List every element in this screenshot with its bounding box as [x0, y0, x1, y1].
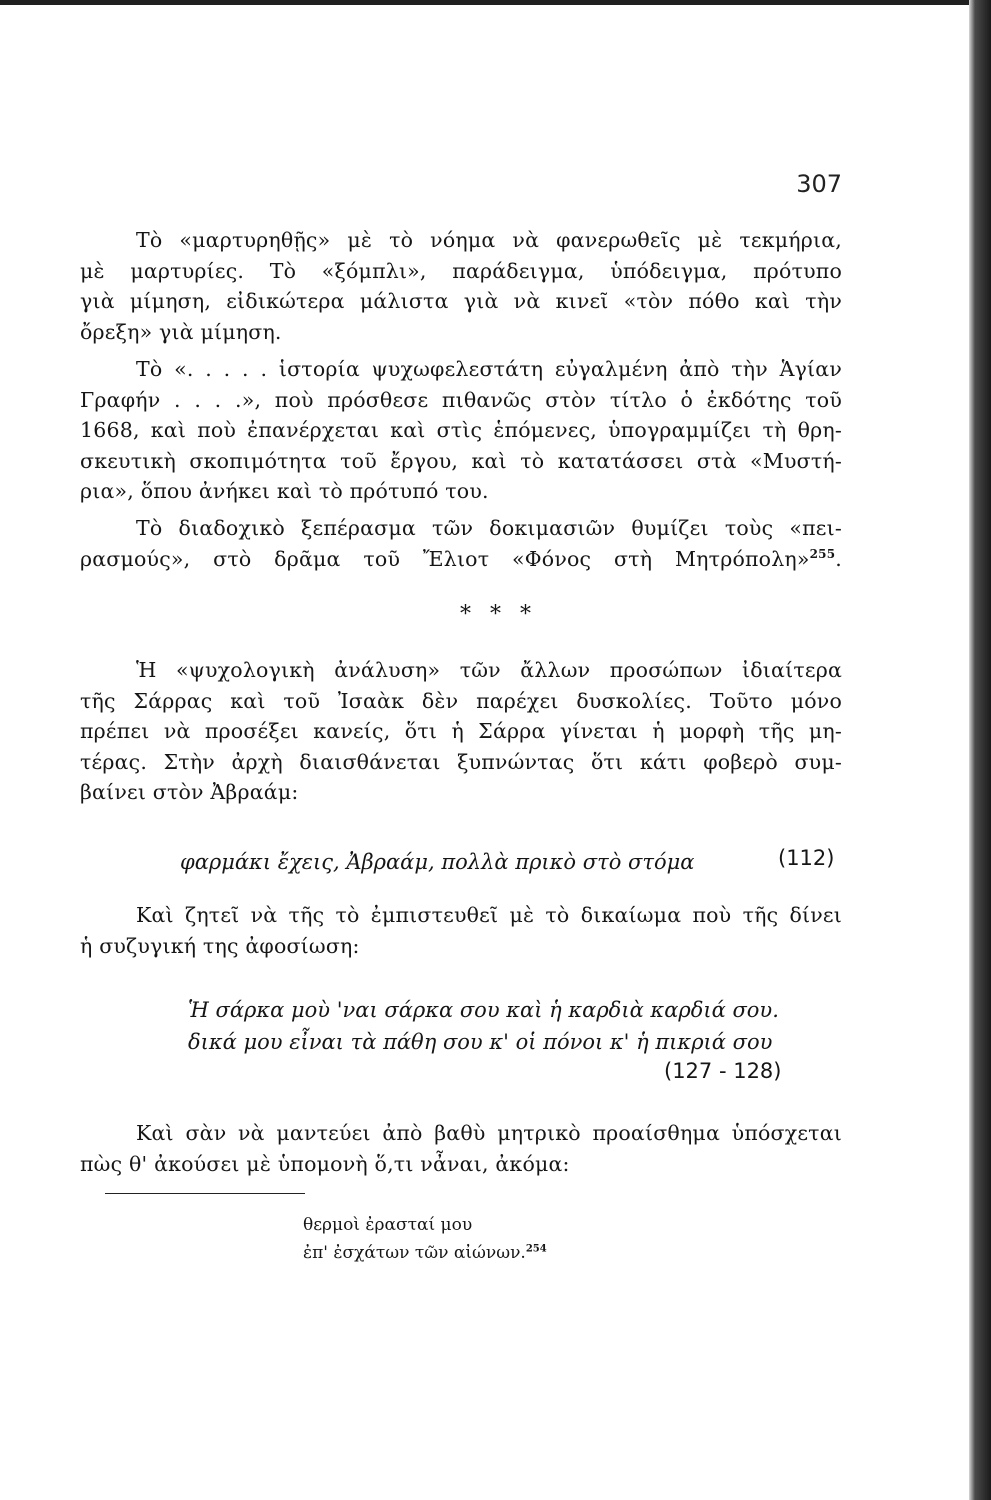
text-line: Τὸ «. . . . . ἱστορία ψυχωφελεστάτη εὐγαλμένη ἀπὸ τὴν Ἁγίαν — [136, 357, 842, 381]
footnote-line — [303, 1240, 547, 1266]
text-line: ρασμούς», στὸ δρᾶμα τοῦ Ἔλιοτ «Φόνος στὴ Μητρόπολη» — [80, 546, 810, 571]
page-edge-right — [969, 0, 991, 1500]
footnote-rule — [105, 1193, 305, 1194]
text-line: Τὸ «μαρτυρηθῇς» μὲ τὸ νόημα νὰ φανερωθεῖς μὲ τεκμήρια, — [136, 228, 842, 252]
text-line: ὄρεξη» γιὰ μίμηση. — [80, 319, 282, 344]
text-line: πρέπει νὰ προσέξει κανείς, ὅτι ἡ Σάρρα γίνεται ἡ μορφὴ τῆς μη- — [80, 719, 842, 743]
paragraph-5 — [80, 900, 842, 961]
footnote-reference: 254 — [525, 1243, 547, 1255]
verse-quote: φαρμάκι ἔχεις, Ἀβραάμ, πολλὰ πρικὸ στὸ στόμα — [180, 850, 695, 874]
text-line: Καὶ σὰν νὰ μαντεύει ἀπὸ βαθὺ μητρικὸ προαίσθημα ὑπόσχεται — [136, 1121, 842, 1145]
text-line: Γραφήν . . . .», ποὺ πρόσθεσε πιθανῶς στὸν τίτλο ὁ ἐκδότης τοῦ — [80, 387, 842, 412]
text-line: τῆς Σάρρας καὶ τοῦ Ἰσαὰκ δὲν παρέχει δυσκολίες. Τοῦτο μόνο — [80, 688, 842, 713]
text-line: 1668, καὶ ποὺ ἐπανέρχεται καὶ στὶς ἑπόμενες, ὑπογραμμίζει τὴ θρη- — [80, 418, 842, 442]
text-line: Καὶ ζητεῖ νὰ τῆς τὸ ἐμπιστευθεῖ μὲ τὸ δικαίωμα ποὺ τῆς δίνει — [136, 903, 842, 927]
paragraph-2 — [80, 354, 842, 507]
text-line: ρια», ὅπου ἀνήκει καὶ τὸ πρότυπό του. — [80, 479, 489, 503]
paragraph-3 — [80, 513, 842, 574]
text-line-with-footnote — [80, 544, 842, 575]
footnote-line: θερμοὶ ἐρασταί μου — [303, 1215, 473, 1235]
verse-quote-line: Ἡ σάρκα μοὺ 'ναι σάρκα σου καὶ ἡ καρδιὰ καρδιά σου. — [188, 998, 779, 1022]
page-number: 307 — [796, 170, 842, 198]
paragraph-1 — [80, 225, 842, 347]
text-line: γιὰ μίμηση, εἰδικώτερα μάλιστα γιὰ νὰ κινεῖ «τὸν πόθο καὶ τὴν — [80, 289, 842, 313]
section-separator: * * * — [460, 602, 537, 627]
text-line: σκευτικὴ σκοπιμότητα τοῦ ἔργου, καὶ τὸ κατατάσσει στὰ «Μυστή- — [80, 448, 842, 473]
end-punctuation: . — [835, 546, 842, 571]
paragraph-4 — [80, 655, 842, 808]
text-line: πὼς θ' ἀκούσει μὲ ὑπομονὴ ὅ,τι νἆναι, ἀκόμα: — [80, 1151, 570, 1176]
verse-number: (112) — [778, 846, 835, 870]
text-line: μὲ μαρτυρίες. Τὸ «ξόμπλι», παράδειγμα, ὑπόδειγμα, πρότυπο — [80, 258, 842, 283]
page-edge-top — [0, 0, 991, 5]
paragraph-6 — [80, 1118, 842, 1179]
text-line: ἡ συζυγική της ἀφοσίωση: — [80, 933, 360, 958]
footnote-text: ἐπ' ἐσχάτων τῶν αἰώνων. — [303, 1243, 526, 1263]
text-line: Ἡ «ψυχολογικὴ ἀνάλυση» τῶν ἄλλων προσώπων ἰδιαίτερα — [136, 658, 842, 682]
verse-number: (127 - 128) — [664, 1059, 782, 1083]
text-line: Τὸ διαδοχικὸ ξεπέρασμα τῶν δοκιμασιῶν θυμίζει τοὺς «πει- — [136, 516, 842, 540]
footnote-reference: 255 — [809, 546, 836, 561]
text-line: βαίνει στὸν Ἀβραάμ: — [80, 780, 299, 804]
verse-quote-line: δικά μου εἶναι τὰ πάθη σου κ' οἱ πόνοι κ' ἡ πικριά σου — [188, 1030, 773, 1054]
text-line: τέρας. Στὴν ἀρχὴ διαισθάνεται ξυπνώντας ὅτι κάτι φοβερὸ συμ- — [80, 749, 842, 774]
